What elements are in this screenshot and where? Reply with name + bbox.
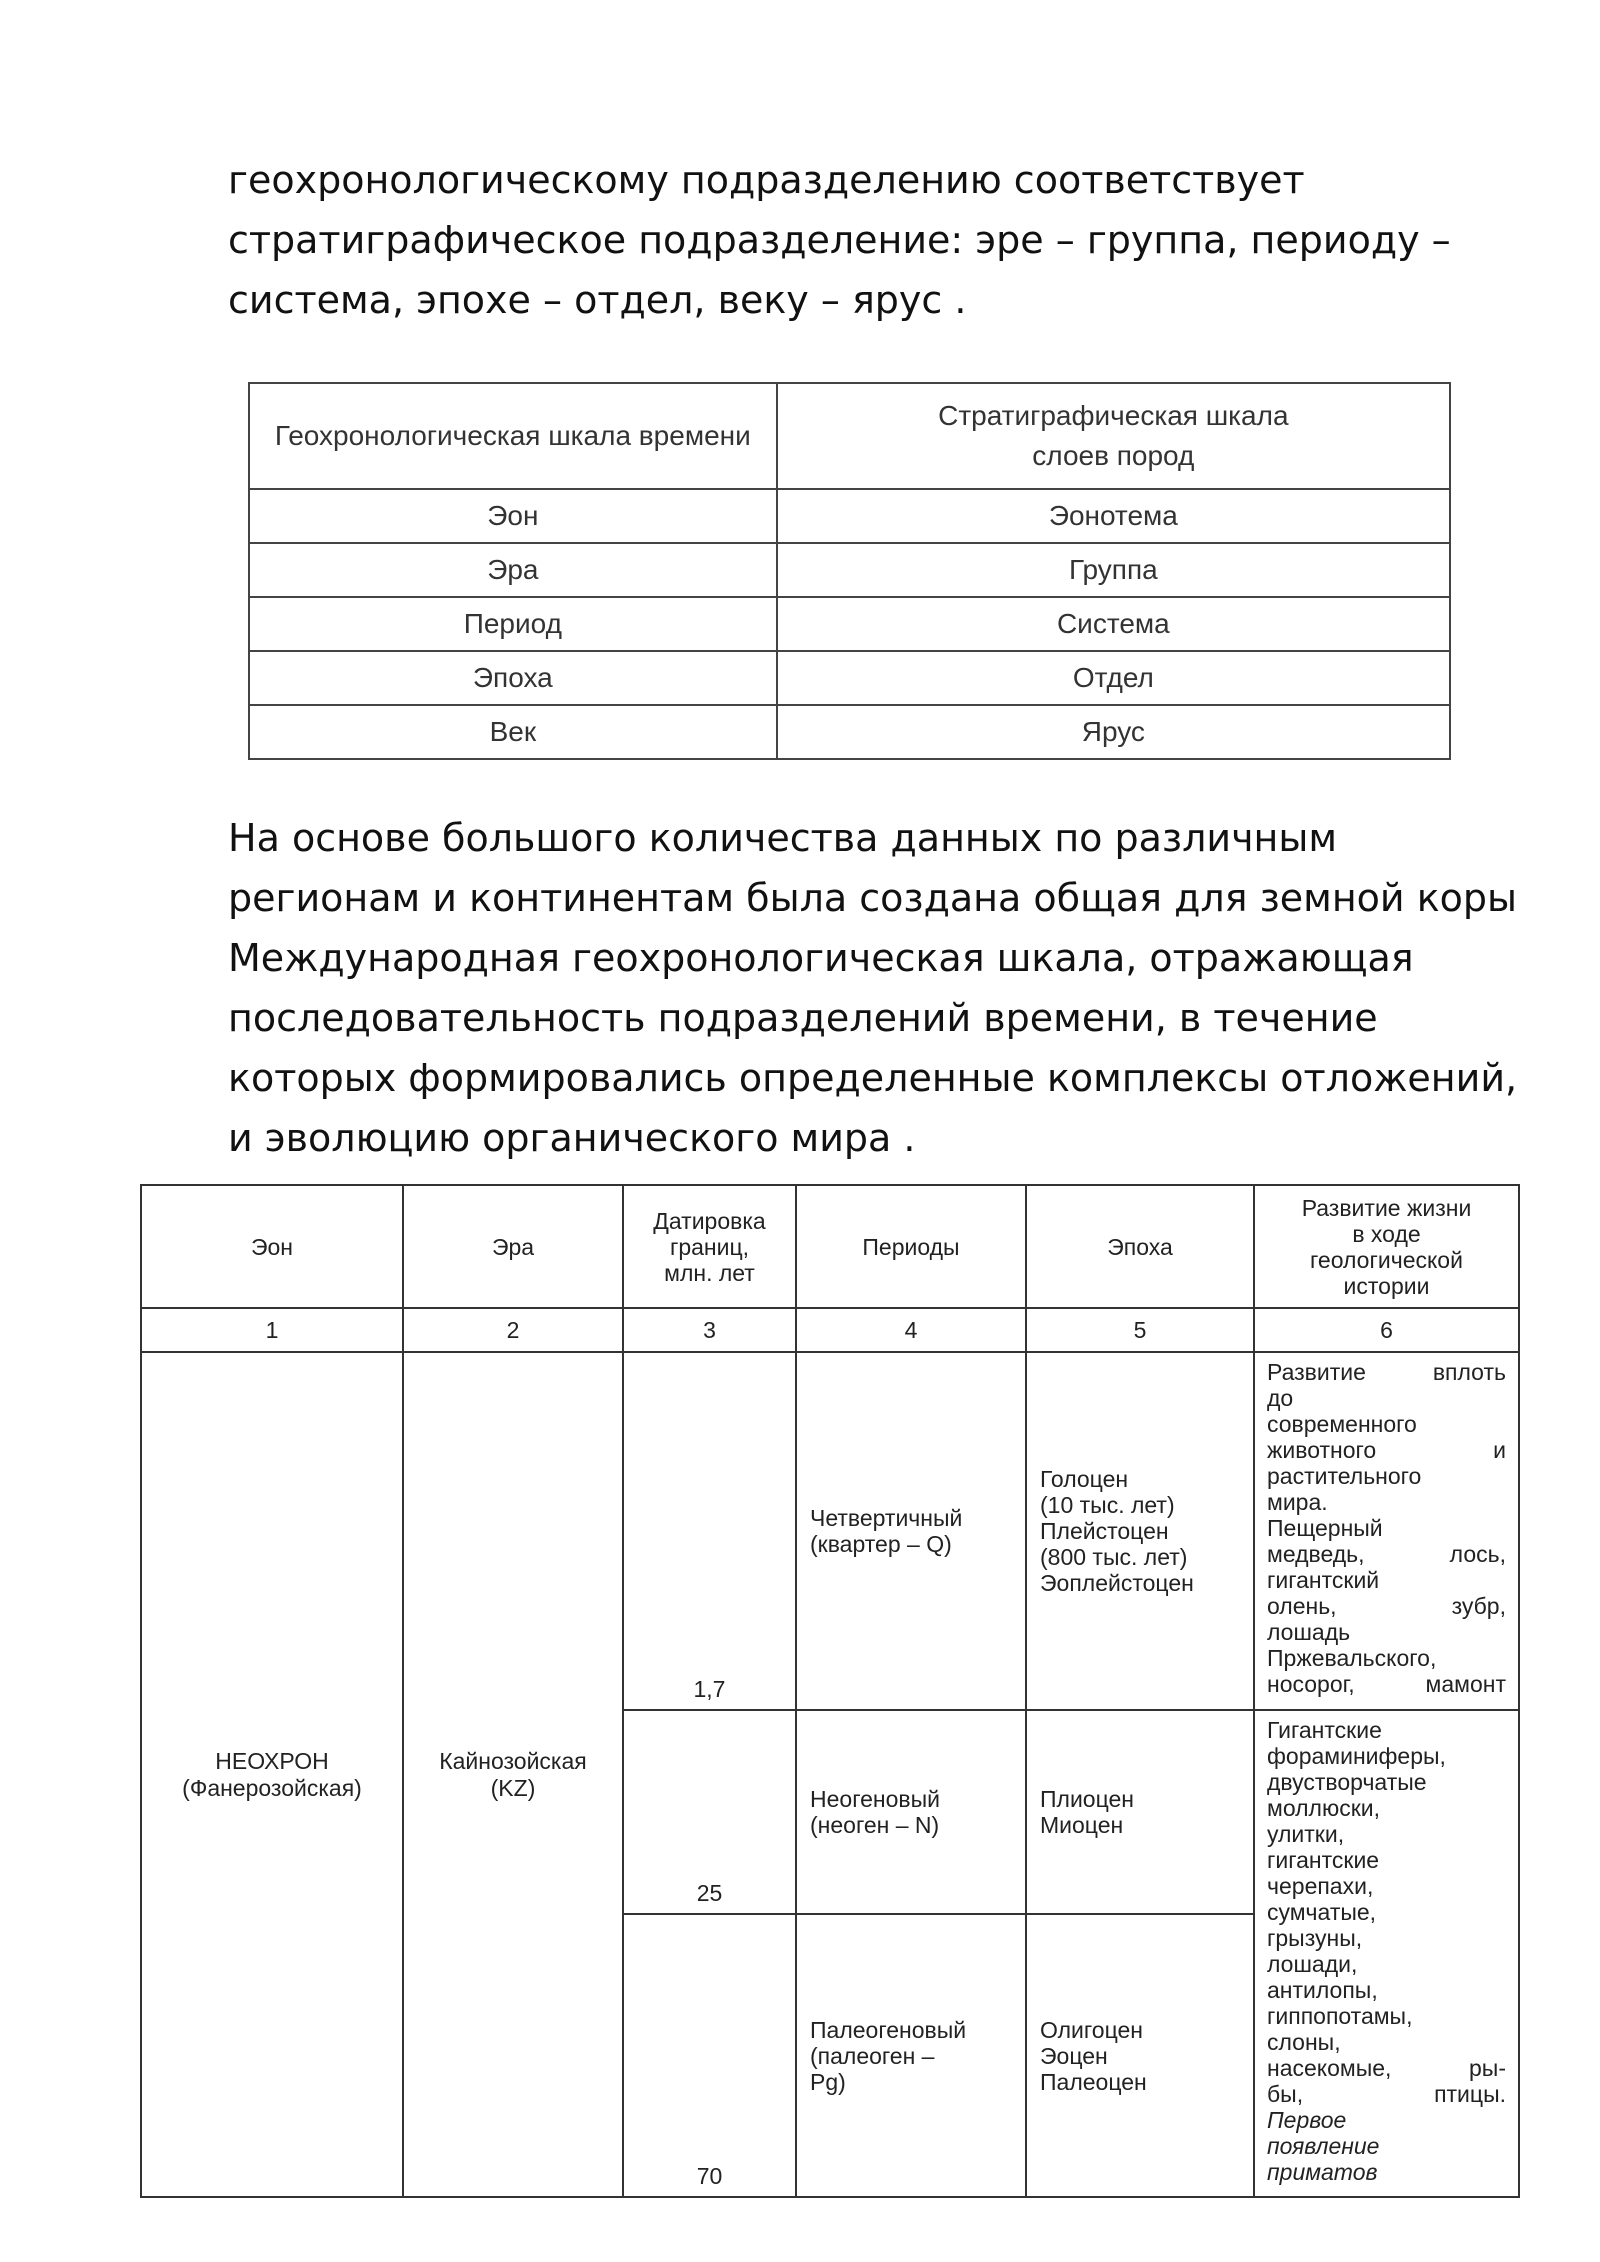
table-row	[249, 543, 1450, 597]
geochron-unit-cell: Век	[249, 705, 777, 759]
geochron-unit-cell: Эон	[249, 489, 777, 543]
life-text-line: насекомые, ры-	[1267, 2055, 1506, 2081]
geochron-unit-cell: Период	[249, 597, 777, 651]
life-text-line: сумчатые,	[1267, 1899, 1377, 1925]
period-cell: Неогеновый (неоген – N)	[796, 1710, 1026, 1914]
life-text-line: гигантский	[1267, 1567, 1380, 1593]
table-row	[249, 489, 1450, 543]
life-text-line: Развитие вплоть	[1267, 1359, 1506, 1385]
geochronology-table	[140, 1184, 1520, 2198]
epoch-cell: Голоцен (10 тыс. лет) Плейстоцен (800 тыс. лет) Эоплейстоцен	[1026, 1352, 1254, 1710]
column-header: Эпоха	[1026, 1185, 1254, 1308]
text-line: Международная геохронологическая шкала, отражающая	[228, 936, 1414, 980]
life-text-line: моллюски,	[1267, 1795, 1380, 1821]
life-text-line: двустворчатые	[1267, 1769, 1427, 1795]
column-number: 6	[1254, 1308, 1519, 1352]
life-text-line: грызуны,	[1267, 1925, 1363, 1951]
life-text-line: антилопы,	[1267, 1977, 1378, 2003]
date-cell: 25	[623, 1710, 796, 1914]
column-number: 5	[1026, 1308, 1254, 1352]
body-paragraph	[228, 808, 1528, 1168]
life-text-line: Пещерный	[1267, 1515, 1383, 1541]
column-header: Эон	[141, 1185, 403, 1308]
column-header: Развитие жизни в ходе геологической истории	[1254, 1185, 1519, 1308]
strat-unit-cell: Группа	[777, 543, 1450, 597]
life-text-line: слоны,	[1267, 2029, 1341, 2055]
epoch-cell: Олигоцен Эоцен Палеоцен	[1026, 1914, 1254, 2197]
table-header-row	[249, 383, 1450, 489]
geochron-unit-cell: Эра	[249, 543, 777, 597]
life-italic-line: Первое	[1267, 2107, 1347, 2133]
life-text-line: современного	[1267, 1411, 1417, 1437]
strat-unit-cell: Ярус	[777, 705, 1450, 759]
column-number: 1	[141, 1308, 403, 1352]
life-text-line: улитки,	[1267, 1821, 1345, 1847]
life-text-line: мира.	[1267, 1489, 1328, 1515]
life-development-cell	[1254, 1710, 1519, 2197]
strat-unit-cell: Система	[777, 597, 1450, 651]
strat-unit-cell: Отдел	[777, 651, 1450, 705]
life-text-line: лошади,	[1267, 1951, 1358, 1977]
life-text-line: животного и	[1267, 1437, 1506, 1463]
life-text-line: черепахи,	[1267, 1873, 1374, 1899]
column-header: Стратиграфическая шкала слоев пород	[777, 383, 1450, 489]
column-number: 3	[623, 1308, 796, 1352]
intro-paragraph	[228, 150, 1528, 330]
column-number: 2	[403, 1308, 623, 1352]
life-text-line: бы, птицы.	[1267, 2081, 1506, 2107]
table-row	[249, 651, 1450, 705]
life-text-line: фораминиферы,	[1267, 1743, 1446, 1769]
life-development-cell	[1254, 1352, 1519, 1710]
column-number-row	[141, 1308, 1519, 1352]
life-text-line: олень, зубр,	[1267, 1593, 1506, 1619]
period-cell: Четвертичный (квартер – Q)	[796, 1352, 1026, 1710]
table-row	[249, 705, 1450, 759]
column-header: Датировка границ, млн. лет	[623, 1185, 796, 1308]
life-text-line: носорог, мамонт	[1267, 1671, 1506, 1697]
column-header: Геохронологическая шкала времени	[249, 383, 777, 489]
text-line: На основе большого количества данных по различным	[228, 816, 1338, 860]
life-text-line: лошадь	[1267, 1619, 1351, 1645]
life-text-line: Гигантские	[1267, 1717, 1382, 1743]
column-number: 4	[796, 1308, 1026, 1352]
text-line: регионам и континентам была создана общая для земной коры	[228, 876, 1518, 920]
table-row	[141, 1352, 1519, 1710]
life-text-line: медведь, лось,	[1267, 1541, 1506, 1567]
text-line: система, эпохе – отдел, веку – ярус .	[228, 278, 967, 322]
era-cell: Кайнозойская (KZ)	[403, 1352, 623, 2197]
scale-comparison-table	[248, 382, 1451, 760]
epoch-cell: Плиоцен Миоцен	[1026, 1710, 1254, 1914]
life-text-line: до	[1267, 1385, 1294, 1411]
period-cell: Палеогеновый (палеоген – Pg)	[796, 1914, 1026, 2197]
life-text-line: гиппопотамы,	[1267, 2003, 1413, 2029]
geochron-unit-cell: Эпоха	[249, 651, 777, 705]
text-line: геохронологическому подразделению соответствует	[228, 158, 1305, 202]
life-italic-line: появление	[1267, 2133, 1380, 2159]
life-text-line: растительного	[1267, 1463, 1422, 1489]
table-header-row	[141, 1185, 1519, 1308]
column-header: Эра	[403, 1185, 623, 1308]
date-cell: 70	[623, 1914, 796, 2197]
text-line: которых формировались определенные комплексы отложений,	[228, 1056, 1518, 1100]
date-cell: 1,7	[623, 1352, 796, 1710]
life-text-line: гигантские	[1267, 1847, 1380, 1873]
life-text-line: Пржевальского,	[1267, 1645, 1437, 1671]
column-header: Периоды	[796, 1185, 1026, 1308]
text-line: стратиграфическое подразделение: эре – группа, периоду –	[228, 218, 1451, 262]
life-italic-line: приматов	[1267, 2159, 1378, 2185]
table-row	[249, 597, 1450, 651]
strat-unit-cell: Эонотема	[777, 489, 1450, 543]
text-line: и эволюцию органического мира .	[228, 1116, 916, 1160]
text-line: последовательность подразделений времени, в течение	[228, 996, 1378, 1040]
eon-cell: НЕОХРОН (Фанерозойская)	[141, 1352, 403, 2197]
